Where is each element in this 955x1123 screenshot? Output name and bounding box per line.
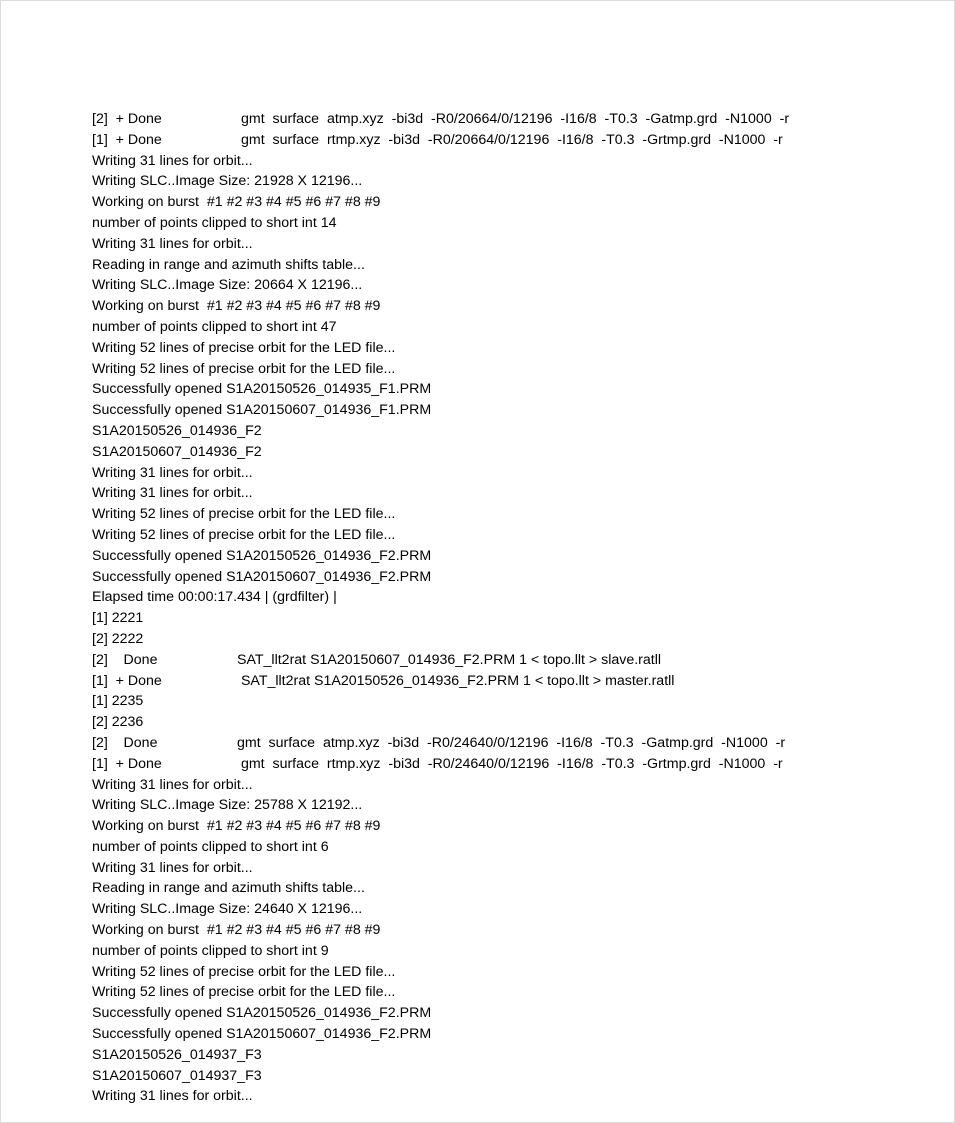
log-line: Working on burst #1 #2 #3 #4 #5 #6 #7 #8 #9: [92, 194, 381, 211]
log-line: [2] 2236: [92, 714, 144, 731]
log-line: Writing 52 lines of precise orbit for the LED file...: [92, 339, 396, 356]
job-status-label: [2] Done: [92, 651, 158, 668]
log-line: Successfully opened S1A20150607_014936_F1.PRM: [92, 402, 432, 419]
log-line: Successfully opened S1A20150607_014936_F2.PRM: [92, 1026, 432, 1043]
job-status-line: [92, 754, 932, 775]
log-line: number of points clipped to short int 6: [92, 838, 329, 855]
job-command: gmt surface rtmp.xyz -bi3d -R0/20664/0/12196 -I16/8 -T0.3 -Grtmp.grd -N1000 -r: [241, 131, 783, 148]
log-line: Writing 31 lines for orbit...: [92, 152, 253, 169]
job-status-line: [92, 671, 932, 692]
log-line: number of points clipped to short int 9: [92, 942, 329, 959]
job-command: gmt surface rtmp.xyz -bi3d -R0/24640/0/12196 -I16/8 -T0.3 -Grtmp.grd -N1000 -r: [237, 755, 783, 772]
job-status-line: [92, 130, 932, 151]
log-line: number of points clipped to short int 14: [92, 214, 337, 231]
log-line: Writing 31 lines for orbit...: [92, 859, 253, 876]
log-line: Writing SLC..Image Size: 25788 X 12192...: [92, 797, 363, 814]
job-command: SAT_llt2rat S1A20150526_014936_F2.PRM 1 < topo.llt > master.ratll: [237, 672, 675, 689]
log-line: [2] 2222: [92, 630, 144, 647]
job-status-label: [2] Done: [92, 734, 158, 751]
job-status-label: [1] + Done: [92, 755, 162, 772]
log-line: Writing 52 lines of precise orbit for the LED file...: [92, 984, 396, 1001]
log-line: Successfully opened S1A20150526_014936_F2.PRM: [92, 547, 432, 564]
log-line: Writing 52 lines of precise orbit for the LED file...: [92, 360, 396, 377]
log-line: S1A20150607_014937_F3: [92, 1067, 262, 1084]
log-line: Writing 31 lines for orbit...: [92, 1088, 253, 1105]
log-line: Writing 52 lines of precise orbit for the LED file...: [92, 506, 396, 523]
log-line: Writing 31 lines for orbit...: [92, 776, 253, 793]
log-line: Reading in range and azimuth shifts table...: [92, 880, 365, 897]
log-line: Reading in range and azimuth shifts table...: [92, 256, 365, 273]
job-command: gmt surface atmp.xyz -bi3d -R0/20664/0/12196 -I16/8 -T0.3 -Gatmp.grd -N1000 -r: [241, 111, 790, 127]
log-line: Writing SLC..Image Size: 21928 X 12196...: [92, 173, 363, 190]
log-line: Elapsed time 00:00:17.434 | (grdfilter) |: [92, 589, 337, 606]
log-line: Writing 52 lines of precise orbit for the LED file...: [92, 963, 396, 980]
log-line: S1A20150526_014936_F2: [92, 422, 262, 439]
log-line: Successfully opened S1A20150526_014936_F2.PRM: [92, 1005, 432, 1022]
log-line: Working on burst #1 #2 #3 #4 #5 #6 #7 #8 #9: [92, 818, 381, 835]
job-status-label: [2] + Done: [92, 111, 162, 127]
job-status-line: [92, 109, 932, 130]
log-line: Writing 52 lines of precise orbit for the LED file...: [92, 526, 396, 543]
log-line: Successfully opened S1A20150607_014936_F2.PRM: [92, 568, 432, 585]
job-command: gmt surface atmp.xyz -bi3d -R0/24640/0/12196 -I16/8 -T0.3 -Gatmp.grd -N1000 -r: [237, 734, 786, 751]
job-status-label: [1] + Done: [92, 672, 162, 689]
log-line: Writing SLC..Image Size: 20664 X 12196...: [92, 277, 363, 294]
log-line: S1A20150526_014937_F3: [92, 1046, 262, 1063]
log-line: Writing 31 lines for orbit...: [92, 464, 253, 481]
log-line: Working on burst #1 #2 #3 #4 #5 #6 #7 #8 #9: [92, 298, 381, 315]
job-status-label: [1] + Done: [92, 131, 162, 148]
log-line: Writing SLC..Image Size: 24640 X 12196...: [92, 901, 363, 918]
log-output: [92, 109, 932, 1107]
log-line: number of points clipped to short int 47: [92, 318, 337, 335]
job-command: SAT_llt2rat S1A20150607_014936_F2.PRM 1 < topo.llt > slave.ratll: [237, 651, 662, 668]
log-line: Successfully opened S1A20150526_014935_F1.PRM: [92, 381, 432, 398]
job-status-line: [92, 650, 932, 671]
log-line: S1A20150607_014936_F2: [92, 443, 262, 460]
log-line: [1] 2235: [92, 693, 144, 710]
log-line: [1] 2221: [92, 610, 144, 627]
job-status-line: [92, 733, 932, 754]
log-line: Working on burst #1 #2 #3 #4 #5 #6 #7 #8 #9: [92, 922, 381, 939]
log-line: Writing 31 lines for orbit...: [92, 485, 253, 502]
log-line: Writing 31 lines for orbit...: [92, 235, 253, 252]
